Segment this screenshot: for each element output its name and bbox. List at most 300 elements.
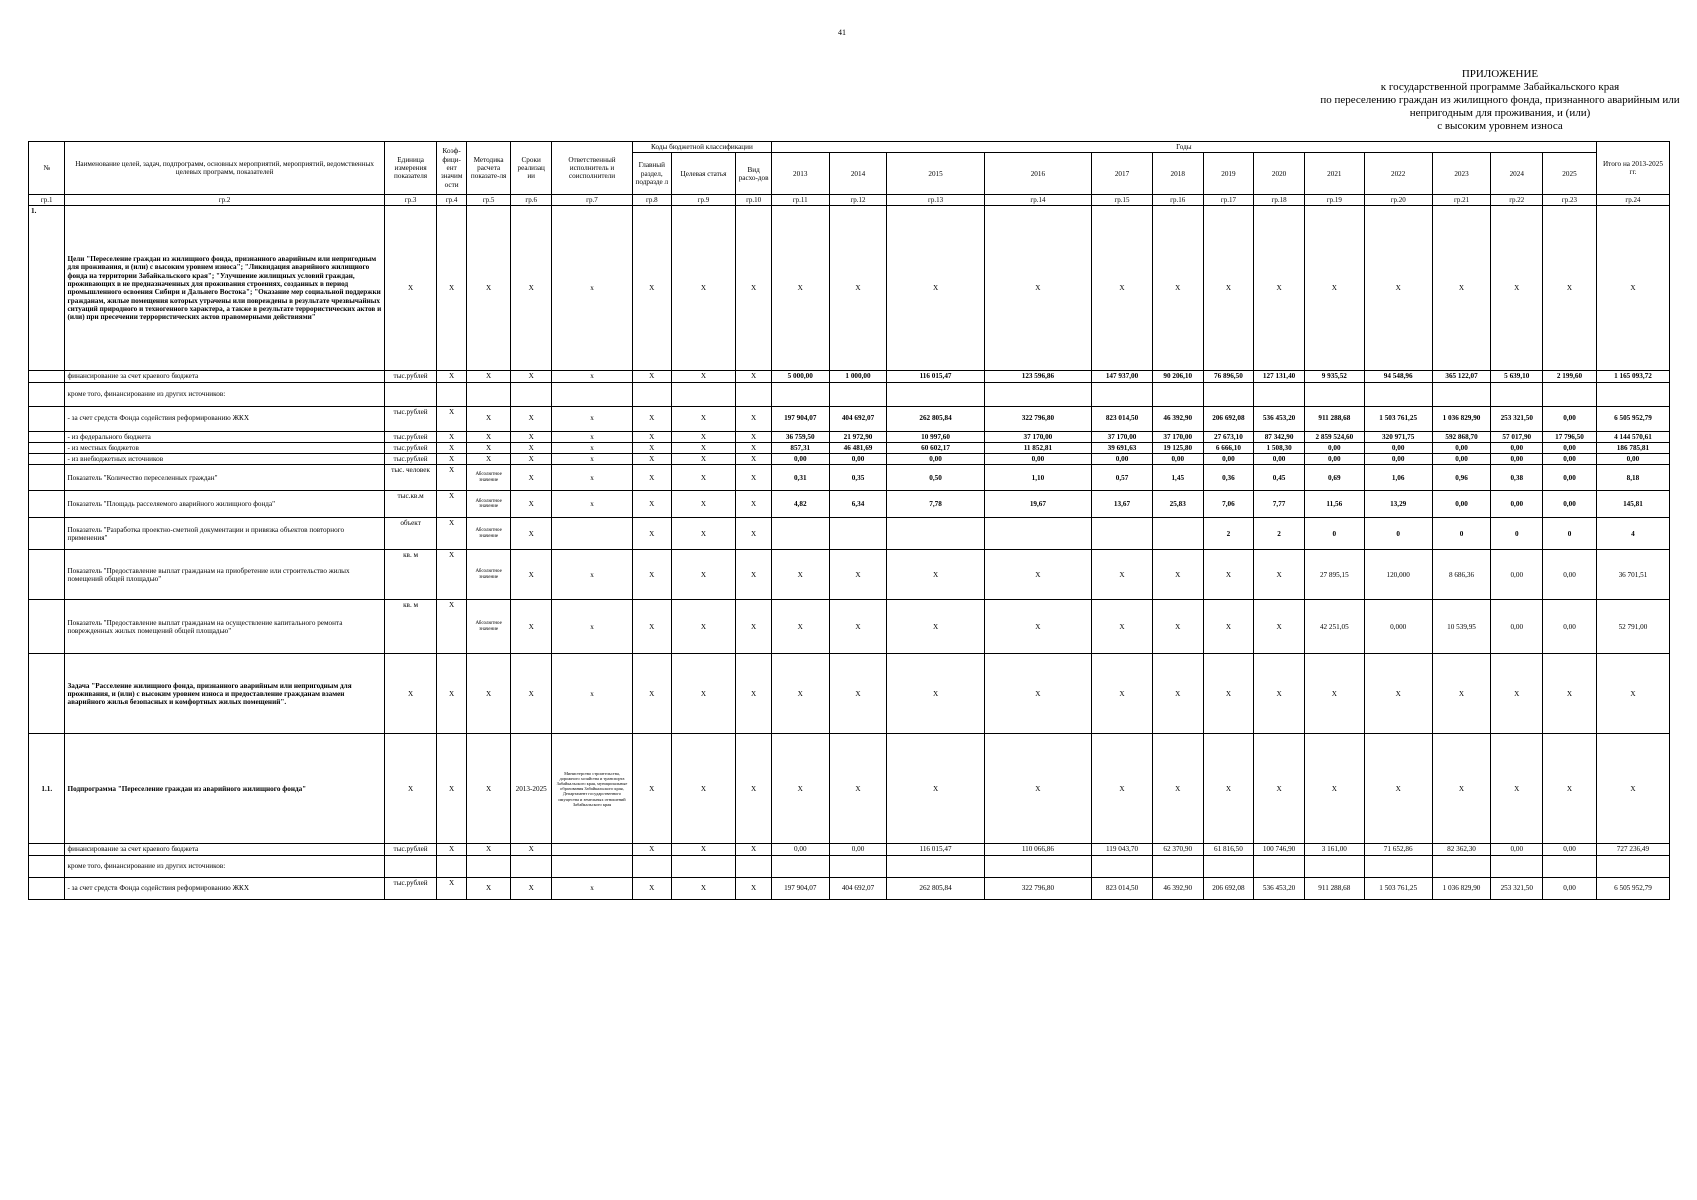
row-unit: тыс.рублей xyxy=(384,406,437,431)
column-number-row xyxy=(29,195,1670,206)
value-cell: X xyxy=(887,550,984,600)
cell-x: X xyxy=(1203,206,1254,371)
subprogram-number: 1.1. xyxy=(29,734,65,844)
cell-x: X xyxy=(466,844,511,855)
value-cell: X xyxy=(1152,550,1203,600)
value-cell: 11 852,81 xyxy=(984,442,1091,453)
row-unit: тыс. человек xyxy=(384,465,437,491)
cell-x: X xyxy=(671,844,736,855)
column-number: гр.23 xyxy=(1543,195,1597,206)
cell-x: X xyxy=(736,206,771,371)
cell-x: X xyxy=(633,442,672,453)
header-expense-type: Вид расхо-дов xyxy=(736,153,771,195)
cell-x: X xyxy=(466,371,511,382)
column-number: гр.16 xyxy=(1152,195,1203,206)
row-label: Показатель "Разработка проектно-сметной документации и привязка объектов повторного применения" xyxy=(65,518,384,550)
header-method: Методика расчета показате-ля xyxy=(466,142,511,195)
header-responsible: Ответственный исполнитель и соисполнители xyxy=(551,142,632,195)
header-total: Итого на 2013-2025 гг. xyxy=(1596,142,1669,195)
value-cell: 27 895,15 xyxy=(1304,550,1364,600)
value-cell: 8 686,36 xyxy=(1432,550,1491,600)
table-row xyxy=(29,491,1670,518)
column-number: гр.14 xyxy=(984,195,1091,206)
cell-x: X xyxy=(1152,654,1203,734)
value-cell: 2 xyxy=(1203,518,1254,550)
total-cell: 4 xyxy=(1596,518,1669,550)
value-cell: 11,56 xyxy=(1304,491,1364,518)
value-cell: 147 937,00 xyxy=(1092,371,1153,382)
value-cell xyxy=(1152,518,1203,550)
row-label: кроме того, финансирование из других источников: xyxy=(65,382,384,406)
cell-x: X xyxy=(671,654,736,734)
appendix-header xyxy=(1300,68,1697,133)
cell-x: X xyxy=(437,406,466,431)
row-label: - из местных бюджетов xyxy=(65,442,384,453)
cell-x: X xyxy=(736,550,771,600)
appendix-line: ПРИЛОЖЕНИЕ xyxy=(1461,68,1539,80)
value-cell: 13,29 xyxy=(1364,491,1432,518)
row-unit: кв. м xyxy=(384,600,437,654)
total-cell: 4 144 570,61 xyxy=(1596,431,1669,442)
header-year: 2019 xyxy=(1203,153,1254,195)
cell-x: X xyxy=(633,371,672,382)
cell-x: X xyxy=(1092,734,1153,844)
cell-x: X xyxy=(511,491,552,518)
cell-x: X xyxy=(1432,206,1491,371)
cell-x: X xyxy=(1254,734,1305,844)
cell-x: X xyxy=(887,654,984,734)
value-cell: 0,00 xyxy=(1491,491,1543,518)
value-cell: 61 816,50 xyxy=(1203,844,1254,855)
header-year: 2025 xyxy=(1543,153,1597,195)
value-cell: 39 691,63 xyxy=(1092,442,1153,453)
header-main-section: Главный раздел, подразде л xyxy=(633,153,672,195)
value-cell: 0,00 xyxy=(1543,406,1597,431)
value-cell: 127 131,40 xyxy=(1254,371,1305,382)
value-cell: 1 503 761,25 xyxy=(1364,406,1432,431)
column-number: гр.1 xyxy=(29,195,65,206)
header-no: № xyxy=(29,142,65,195)
row-unit: тыс.рублей xyxy=(384,371,437,382)
value-cell: 0,00 xyxy=(1491,550,1543,600)
cell-x: X xyxy=(1491,206,1543,371)
cell-x: X xyxy=(736,442,771,453)
value-cell xyxy=(1092,518,1153,550)
cell-x: X xyxy=(1491,734,1543,844)
value-cell: 7,06 xyxy=(1203,491,1254,518)
cell-x: X xyxy=(511,454,552,465)
cell-x: X xyxy=(1304,206,1364,371)
total-cell: 36 701,51 xyxy=(1596,550,1669,600)
cell-x: X xyxy=(1364,734,1432,844)
value-cell: 76 896,50 xyxy=(1203,371,1254,382)
column-number: гр.6 xyxy=(511,195,552,206)
cell-x: X xyxy=(671,465,736,491)
cell-x: x xyxy=(551,454,632,465)
header-year: 2016 xyxy=(984,153,1091,195)
value-cell: 0,96 xyxy=(1432,465,1491,491)
subprogram-title: Подпрограмма "Переселение граждан из аварийного жилищного фонда" xyxy=(65,734,384,844)
value-cell: 592 868,70 xyxy=(1432,431,1491,442)
row-label: - за счет средств Фонда содействия реформированию ЖКХ xyxy=(65,877,384,899)
row-label: Показатель "Площадь расселяемого аварийного жилищного фонда" xyxy=(65,491,384,518)
value-cell: X xyxy=(771,550,829,600)
value-cell: 0,00 xyxy=(1491,600,1543,654)
value-cell: 10 997,60 xyxy=(887,431,984,442)
cell-x: x xyxy=(551,600,632,654)
value-cell: X xyxy=(1203,600,1254,654)
column-number: гр.19 xyxy=(1304,195,1364,206)
cell-x: X xyxy=(437,206,466,371)
cell-x: X xyxy=(1203,654,1254,734)
value-cell: 100 746,90 xyxy=(1254,844,1305,855)
value-cell: 6,34 xyxy=(829,491,887,518)
cell-x: X xyxy=(466,734,511,844)
table-row xyxy=(29,550,1670,600)
cell-x: X xyxy=(437,442,466,453)
value-cell: 1 508,30 xyxy=(1254,442,1305,453)
value-cell: 21 972,90 xyxy=(829,431,887,442)
value-cell: 0,00 xyxy=(1092,454,1153,465)
cell-x: X xyxy=(511,518,552,550)
cell-x: X xyxy=(633,465,672,491)
value-cell: 0,36 xyxy=(1203,465,1254,491)
value-cell: 404 692,07 xyxy=(829,406,887,431)
goal-number: 1. xyxy=(29,206,65,371)
row-method: Абсолютное значение xyxy=(466,600,511,654)
value-cell: 0,00 xyxy=(771,844,829,855)
value-cell: X xyxy=(1092,550,1153,600)
total-cell: 6 505 952,79 xyxy=(1596,877,1669,899)
value-cell: 206 692,08 xyxy=(1203,406,1254,431)
cell-x: X xyxy=(633,406,672,431)
row-method: Абсолютное значение xyxy=(466,518,511,550)
total-cell: 1 165 093,72 xyxy=(1596,371,1669,382)
column-number: гр.21 xyxy=(1432,195,1491,206)
value-cell: 0,00 xyxy=(1304,454,1364,465)
cell-x: X xyxy=(633,734,672,844)
cell-x: X xyxy=(1092,206,1153,371)
cell-x: X xyxy=(511,877,552,899)
value-cell: 0,00 xyxy=(887,454,984,465)
header-year: 2024 xyxy=(1491,153,1543,195)
table-row xyxy=(29,465,1670,491)
value-cell: 0,00 xyxy=(1364,454,1432,465)
value-cell: 82 362,30 xyxy=(1432,844,1491,855)
cell-x: X xyxy=(1543,654,1597,734)
column-number: гр.11 xyxy=(771,195,829,206)
cell-x: X xyxy=(437,654,466,734)
value-cell: 206 692,08 xyxy=(1203,877,1254,899)
cell-x: X xyxy=(1543,734,1597,844)
value-cell: 46 392,90 xyxy=(1152,877,1203,899)
cell-x: X xyxy=(511,844,552,855)
cell-x: X xyxy=(437,454,466,465)
row-label: - за счет средств Фонда содействия реформированию ЖКХ xyxy=(65,406,384,431)
table-row xyxy=(29,877,1670,899)
table-row xyxy=(29,600,1670,654)
cell-x: X xyxy=(511,654,552,734)
value-cell: 71 652,86 xyxy=(1364,844,1432,855)
value-cell: 0,38 xyxy=(1491,465,1543,491)
cell-x: X xyxy=(829,734,887,844)
header-years: Годы xyxy=(771,142,1596,153)
cell-x: X xyxy=(736,371,771,382)
value-cell: 197 904,07 xyxy=(771,877,829,899)
row-method: Абсолютное значение xyxy=(466,491,511,518)
value-cell: 10 539,95 xyxy=(1432,600,1491,654)
value-cell: 262 805,84 xyxy=(887,877,984,899)
table-row xyxy=(29,431,1670,442)
cell-x: X xyxy=(771,206,829,371)
cell-x: X xyxy=(736,465,771,491)
value-cell: 0,00 xyxy=(1491,454,1543,465)
cell-x: X xyxy=(633,518,672,550)
value-cell: X xyxy=(984,550,1091,600)
cell-x: X xyxy=(771,654,829,734)
cell-x: X xyxy=(671,877,736,899)
value-cell: 87 342,90 xyxy=(1254,431,1305,442)
value-cell: X xyxy=(887,600,984,654)
value-cell: 1,10 xyxy=(984,465,1091,491)
value-cell xyxy=(984,518,1091,550)
cell-x: X xyxy=(511,406,552,431)
value-cell: 46 481,69 xyxy=(829,442,887,453)
value-cell: 4,82 xyxy=(771,491,829,518)
column-number: гр.10 xyxy=(736,195,771,206)
value-cell: 25,83 xyxy=(1152,491,1203,518)
cell-x: X xyxy=(736,734,771,844)
value-cell: 0 xyxy=(1491,518,1543,550)
value-cell: 857,31 xyxy=(771,442,829,453)
value-cell: 253 321,50 xyxy=(1491,406,1543,431)
value-cell: 0,00 xyxy=(1254,454,1305,465)
value-cell: 94 548,96 xyxy=(1364,371,1432,382)
cell-x: X xyxy=(633,491,672,518)
value-cell: 0,00 xyxy=(984,454,1091,465)
value-cell: 116 015,47 xyxy=(887,844,984,855)
value-cell: 90 206,10 xyxy=(1152,371,1203,382)
cell-x: X xyxy=(671,206,736,371)
page-number: 41 xyxy=(838,28,846,37)
value-cell: 19 125,80 xyxy=(1152,442,1203,453)
column-number: гр.24 xyxy=(1596,195,1669,206)
cell-x: X xyxy=(633,431,672,442)
column-number: гр.22 xyxy=(1491,195,1543,206)
cell-x: X xyxy=(736,844,771,855)
value-cell: 0,00 xyxy=(1543,550,1597,600)
row-label: Показатель "Количество переселенных граждан" xyxy=(65,465,384,491)
value-cell: 0,00 xyxy=(1491,442,1543,453)
value-cell: 37 170,00 xyxy=(1152,431,1203,442)
cell-x: X xyxy=(671,454,736,465)
value-cell: 197 904,07 xyxy=(771,406,829,431)
cell-x: X xyxy=(1543,206,1597,371)
value-cell: 0,00 xyxy=(829,844,887,855)
cell-x: X xyxy=(736,406,771,431)
value-cell: 37 170,00 xyxy=(984,431,1091,442)
value-cell: 320 971,75 xyxy=(1364,431,1432,442)
total-cell: 6 505 952,79 xyxy=(1596,406,1669,431)
cell-x: X xyxy=(511,442,552,453)
cell-x: X xyxy=(671,491,736,518)
cell-x: X xyxy=(511,600,552,654)
value-cell: 5 000,00 xyxy=(771,371,829,382)
task-row xyxy=(29,654,1670,734)
row-unit: тыс.рублей xyxy=(384,877,437,899)
row-unit: тыс.рублей xyxy=(384,431,437,442)
total-cell: 186 785,81 xyxy=(1596,442,1669,453)
cell-x: x xyxy=(551,491,632,518)
value-cell: 322 796,80 xyxy=(984,877,1091,899)
cell-x: X xyxy=(1432,654,1491,734)
column-number: гр.2 xyxy=(65,195,384,206)
value-cell: 110 066,86 xyxy=(984,844,1091,855)
column-number: гр.7 xyxy=(551,195,632,206)
value-cell: 62 370,90 xyxy=(1152,844,1203,855)
value-cell: 0,00 xyxy=(1432,454,1491,465)
total-cell: 52 791,00 xyxy=(1596,600,1669,654)
cell-x: X xyxy=(511,465,552,491)
cell-x: x xyxy=(551,877,632,899)
total-cell: 145,81 xyxy=(1596,491,1669,518)
cell-x: X xyxy=(1203,734,1254,844)
task-text: Задача "Расселение жилищного фонда, признанного аварийным или непригодным для проживания, и (или) с высоким уровнем износа и предоставление гражданам взамен аварийного жилья безопасных и комфортных жилых помещений". xyxy=(65,654,384,734)
cell-x: X xyxy=(633,844,672,855)
column-number: гр.8 xyxy=(633,195,672,206)
header-year: 2022 xyxy=(1364,153,1432,195)
column-number: гр.4 xyxy=(437,195,466,206)
cell-x: X xyxy=(1304,654,1364,734)
cell-x: X xyxy=(437,844,466,855)
header-year: 2015 xyxy=(887,153,984,195)
cell-x: X xyxy=(736,454,771,465)
value-cell: 0,00 xyxy=(771,454,829,465)
value-cell: 0,00 xyxy=(1543,465,1597,491)
cell-x: X xyxy=(466,442,511,453)
value-cell: 823 014,50 xyxy=(1092,877,1153,899)
appendix-line: по переселению граждан из жилищного фонда, признанного аварийным или xyxy=(1320,94,1680,106)
value-cell: X xyxy=(1152,600,1203,654)
value-cell: 2 xyxy=(1254,518,1305,550)
value-cell: 2 199,60 xyxy=(1543,371,1597,382)
value-cell: 253 321,50 xyxy=(1491,877,1543,899)
table-row xyxy=(29,371,1670,382)
row-label: - из федерального бюджета xyxy=(65,431,384,442)
value-cell: 0,50 xyxy=(887,465,984,491)
value-cell: 6 666,10 xyxy=(1203,442,1254,453)
value-cell: 19,67 xyxy=(984,491,1091,518)
value-cell: 1 000,00 xyxy=(829,371,887,382)
value-cell: 536 453,20 xyxy=(1254,877,1305,899)
cell-x: X xyxy=(437,518,466,550)
cell-x: X xyxy=(466,654,511,734)
value-cell: 0,00 xyxy=(1432,442,1491,453)
value-cell: 123 596,86 xyxy=(984,371,1091,382)
table-row xyxy=(29,518,1670,550)
value-cell: X xyxy=(1254,600,1305,654)
cell-x: x xyxy=(551,431,632,442)
value-cell: 36 759,50 xyxy=(771,431,829,442)
cell-x: X xyxy=(736,491,771,518)
value-cell: 0,00 xyxy=(1543,442,1597,453)
cell-x: X xyxy=(736,431,771,442)
value-cell: 911 288,68 xyxy=(1304,406,1364,431)
column-number: гр.12 xyxy=(829,195,887,206)
cell-x: X xyxy=(736,654,771,734)
value-cell: 0,31 xyxy=(771,465,829,491)
value-cell: 42 251,05 xyxy=(1304,600,1364,654)
cell-x: X xyxy=(671,734,736,844)
value-cell: 57 017,90 xyxy=(1491,431,1543,442)
value-cell: 116 015,47 xyxy=(887,371,984,382)
column-number: гр.9 xyxy=(671,195,736,206)
subprogram-terms: 2013-2025 xyxy=(511,734,552,844)
goal-text: Цели "Переселение граждан из жилищного фонда, признанного аварийным или непригодным для проживания, и (или) с высоким уровнем износа"; "Ликвидация аварийного жилищного фонда на территории Забайкальского края"; "Улучшение жилищных условий граждан, проживающих в не предназначенных для проживания строениях, созданных в период промышленного освоения Сибири и Дальнего Востока"; "Оказание мер социальной поддержки гражданам, жилые помещения которых утрачены или повреждены в результате чрезвычайных ситуаций природного и техногенного характера, а также в результате террористических актов и (или) при пресечении террористических актов правомерными действиями" xyxy=(65,206,384,371)
column-number: гр.15 xyxy=(1092,195,1153,206)
cell-x: X xyxy=(829,654,887,734)
header-year: 2013 xyxy=(771,153,829,195)
cell-x: X xyxy=(1152,734,1203,844)
value-cell: 1 503 761,25 xyxy=(1364,877,1432,899)
row-label: - из внебюджетных источников xyxy=(65,454,384,465)
cell-x: X xyxy=(437,600,466,654)
appendix-line: к государственной программе Забайкальского края xyxy=(1380,81,1620,93)
cell-x: X xyxy=(633,654,672,734)
header-terms: Сроки реализац ии xyxy=(511,142,552,195)
header-year: 2021 xyxy=(1304,153,1364,195)
cell-x: X xyxy=(437,491,466,518)
cell-x: X xyxy=(437,877,466,899)
value-cell: 0,00 xyxy=(1432,491,1491,518)
table-row xyxy=(29,382,1670,406)
value-cell: 911 288,68 xyxy=(1304,877,1364,899)
row-label: финансирование за счет краевого бюджета xyxy=(65,844,384,855)
value-cell: 0,00 xyxy=(1364,442,1432,453)
appendix-line: с высоким уровнем износа xyxy=(1437,120,1563,132)
cell-x: X xyxy=(384,654,437,734)
subprogram-responsible: Министерство строительства, дорожного хозяйства и транспорта Забайкальского края, муниципальные образования Забайкальского края, Департамент государственного имущества и земельных отношений Забайкальского края xyxy=(551,734,632,844)
value-cell: 0,00 xyxy=(1543,600,1597,654)
cell-x: X xyxy=(384,734,437,844)
cell-x: X xyxy=(1364,654,1432,734)
value-cell: 0,00 xyxy=(1203,454,1254,465)
value-cell: 5 639,10 xyxy=(1491,371,1543,382)
header-name: Наименование целей, задач, подпрограмм, основных мероприятий, мероприятий, ведомственных целевых программ, показателей xyxy=(65,142,384,195)
subprogram-row xyxy=(29,734,1670,844)
value-cell: 404 692,07 xyxy=(829,877,887,899)
cell-x: X xyxy=(671,550,736,600)
cell-x: X xyxy=(671,371,736,382)
cell-x: X xyxy=(736,518,771,550)
cell-x: X xyxy=(437,550,466,600)
value-cell: X xyxy=(1092,600,1153,654)
value-cell: 262 805,84 xyxy=(887,406,984,431)
value-cell xyxy=(771,518,829,550)
column-number: гр.20 xyxy=(1364,195,1432,206)
total-cell: 8,18 xyxy=(1596,465,1669,491)
table-row xyxy=(29,442,1670,453)
cell-x: X xyxy=(466,454,511,465)
cell-x: X xyxy=(771,734,829,844)
row-label: Показатель "Предоставление выплат гражданам на приобретение или строительство жилых помещений общей площадью" xyxy=(65,550,384,600)
header-target-article: Целевая статья xyxy=(671,153,736,195)
value-cell: 37 170,00 xyxy=(1092,431,1153,442)
value-cell: 0,35 xyxy=(829,465,887,491)
total-cell: 0,00 xyxy=(1596,454,1669,465)
value-cell: 0,00 xyxy=(1543,877,1597,899)
row-method: Абсолютное значение xyxy=(466,465,511,491)
